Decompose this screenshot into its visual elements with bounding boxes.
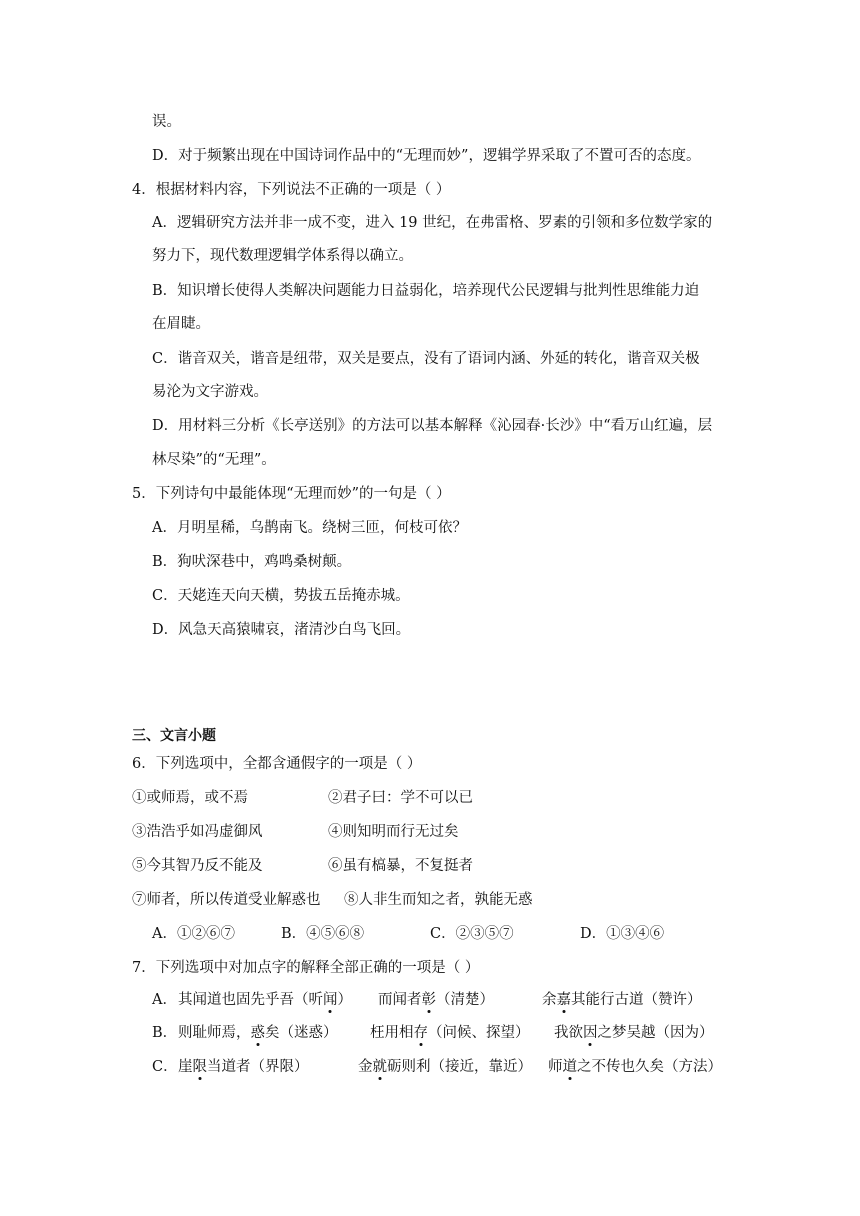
- q6-item-2: ②君子曰：学不可以已: [328, 790, 473, 806]
- q3-option-c-continuation: 误。: [152, 114, 181, 130]
- q7-option-a-item-2: 而闻者彰（清楚）: [378, 992, 494, 1008]
- q7-option-c-item-3: 师道之不传也久矣（方法）: [548, 1059, 722, 1075]
- q4-option-d: D．用材料三分析《长亭送别》的方法可以基本解释《沁园春·长沙》中“看万山红遍，层: [152, 418, 713, 434]
- emphasis-dot: 就: [372, 1059, 387, 1075]
- q6-option-c: C．②③⑤⑦: [430, 926, 514, 942]
- q5-stem: 5．下列诗句中最能体现“无理而妙”的一句是（ ）: [132, 486, 451, 502]
- q4-option-d-continuation: 林尽染”的“无理”。: [152, 452, 276, 468]
- emphasis-dot: 彰: [421, 992, 436, 1008]
- q5-option-d: D．风急天高猿啸哀，渚清沙白鸟飞回。: [152, 622, 411, 638]
- q4-option-b-continuation: 在眉睫。: [152, 316, 210, 332]
- q7-option-a-label: A．: [152, 992, 177, 1008]
- q7-stem: 7．下列选项中对加点字的解释全部正确的一项是（ ）: [132, 960, 480, 976]
- q6-item-8: ⑧人非生而知之者，孰能无惑: [344, 892, 533, 908]
- q6-stem: 6．下列选项中，全都含通假字的一项是（ ）: [132, 756, 422, 772]
- emphasis-dot: 存: [413, 1025, 428, 1041]
- q4-option-c-continuation: 易沦为文字游戏。: [152, 384, 268, 400]
- q6-item-3: ③浩浩乎如冯虚御风: [132, 824, 263, 840]
- q5-option-a: A．月明星稀，乌鹊南飞。绕树三匝，何枝可依？: [152, 520, 467, 536]
- q4-option-a-continuation: 努力下，现代数理逻辑学体系得以确立。: [152, 248, 413, 264]
- q7-option-b-item-2: 枉用相存（问候、探望）: [370, 1025, 530, 1041]
- q7-option-a-item-3: 余嘉其能行古道（赞许）: [542, 992, 702, 1008]
- q5-option-b: B．狗吠深巷中，鸡鸣桑树颠。: [152, 554, 352, 570]
- q6-item-7: ⑦师者，所以传道受业解惑也: [132, 892, 321, 908]
- emphasis-dot: 因: [583, 1025, 598, 1041]
- emphasis-dot: 限: [192, 1059, 207, 1075]
- q6-option-d: D．①③④⑥: [580, 926, 665, 942]
- q4-option-c: C．谐音双关，谐音是纽带，双关是要点，没有了语词内涵、外延的转化，谐音双关极: [152, 351, 700, 367]
- q7-option-c-item-1: 崖限当道者（界限）: [178, 1059, 309, 1075]
- q6-item-6: ⑥虽有槁暴，不复挺者: [328, 858, 473, 874]
- q5-option-c: C．天姥连天向天横，势拔五岳掩赤城。: [152, 588, 410, 604]
- emphasis-dot: 道: [562, 1059, 577, 1075]
- emphasis-dot: 闻: [323, 992, 338, 1008]
- q6-item-5: ⑤今其智乃反不能及: [132, 858, 263, 874]
- q6-item-4: ④则知明而行无过矣: [328, 824, 459, 840]
- q4-stem: 4．根据材料内容，下列说法不正确的一项是（ ）: [132, 182, 451, 198]
- q6-option-a: A．①②⑥⑦: [152, 926, 235, 942]
- q6-item-1: ①或师焉，或不焉: [132, 790, 248, 806]
- q6-option-b: B．④⑤⑥⑧: [281, 926, 365, 942]
- q4-option-b: B．知识增长使得人类解决问题能力日益弱化，培养现代公民逻辑与批判性思维能力迫: [152, 283, 700, 299]
- q7-option-b-item-3: 我欲因之梦吴越（因为）: [554, 1025, 714, 1041]
- q7-option-c-item-2: 金就砺则利（接近，靠近）: [358, 1059, 532, 1075]
- emphasis-dot: 嘉: [556, 992, 571, 1008]
- q4-option-a: A．逻辑研究方法并非一成不变，进入 19 世纪，在弗雷格、罗素的引领和多位数学家的: [152, 215, 713, 231]
- section-title: 三、文言小题: [132, 728, 216, 744]
- q7-option-c-label: C．: [152, 1059, 178, 1075]
- q3-option-d: D．对于频繁出现在中国诗词作品中的“无理而妙”，逻辑学界采取了不置可否的态度。: [152, 148, 701, 164]
- q7-option-b-item-1: 则耻师焉，惑矣（迷惑）: [178, 1025, 338, 1041]
- q7-option-a-item-1: 其闻道也固先乎吾（听闻）: [178, 992, 352, 1008]
- q7-option-b-label: B．: [152, 1025, 178, 1041]
- emphasis-dot: 惑: [250, 1025, 265, 1041]
